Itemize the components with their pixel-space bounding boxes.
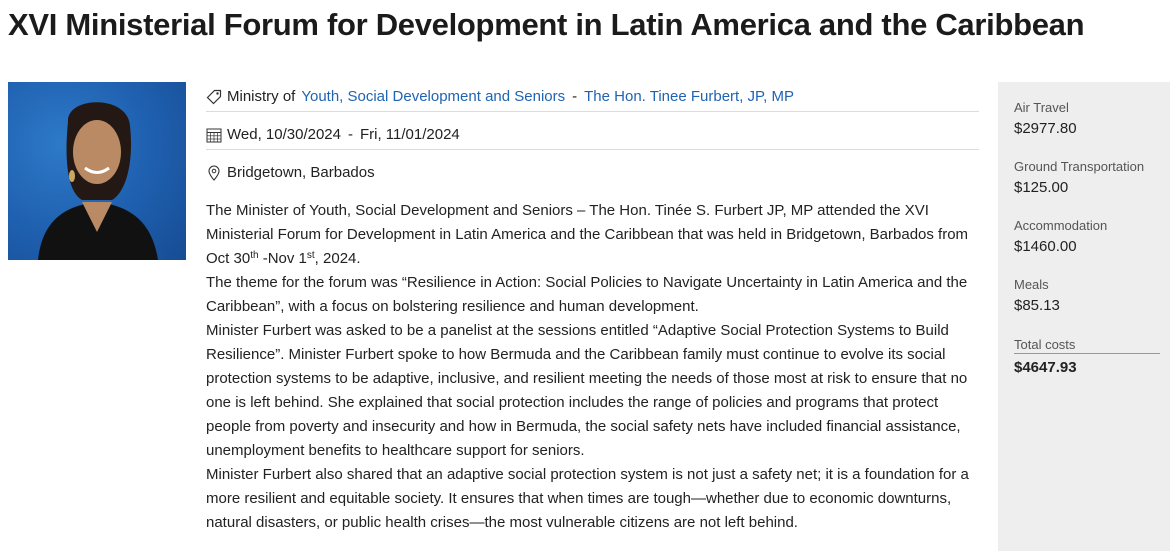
cost-value: $85.13 [1014,297,1060,314]
location-text: Bridgetown, Barbados [227,164,375,181]
cost-total [1014,337,1160,376]
ministry-separator: - [572,88,578,105]
event-meta [206,82,979,187]
minister-photo [8,82,186,260]
ordinal-suffix-st: st [306,250,315,261]
cost-ground-transportation [1014,159,1160,196]
cost-label: Ground Transportation [1014,159,1145,174]
ministry-prefix: Ministry of [227,88,296,105]
paragraph-3: Minister Furbert was asked to be a panelist at the sessions entitled “Adaptive Social Protection Systems to Build Resilience”. Minister Furbert spoke to how Bermuda and the Caribbean family must continue to evolve its social protection systems to be adaptive, inclusive, and resilient meeting the needs of those most at risk to ensure that no one is left behind. She explained that social protection includes the range of policies and programs that protect people from poverty and insecurity and how in Bermuda, the social safety nets have included financial assistance, unemployment benefits to healthcare support for seniors. [206,322,968,459]
portrait-illustration [8,82,186,260]
location-pin-icon [206,165,222,181]
total-value: $4647.93 [1014,359,1077,376]
page-title: XVI Ministerial Forum for Development in Latin America and the Caribbean [8,7,1085,42]
cost-meals [1014,277,1160,314]
face-shape [73,120,121,184]
cost-value: $2977.80 [1014,120,1077,137]
article-body [206,199,982,535]
cost-label: Accommodation [1014,218,1108,233]
paragraph-1 [206,199,982,271]
cost-air-travel [1014,100,1160,137]
paragraph-2: The theme for the forum was “Resilience in Action: Social Policies to Navigate Uncertainty in Latin America and the Caribbean”, with a focus on bolstering resilience and human development. [206,274,968,315]
cost-label: Meals [1014,277,1049,292]
ministry-link[interactable]: Youth, Social Development and Seniors [301,88,566,105]
cost-label: Air Travel [1014,100,1069,115]
paragraph-1-text-a: The Minister of Youth, Social Development and Seniors – The Hon. Tinée S. Furbert JP, MP attended the XVI Ministerial Forum for Development in Latin America and the Caribbean that was held in Bridgetown, Barbados from Oct 30 [206,202,969,267]
total-label: Total costs [1014,337,1160,354]
cost-value: $1460.00 [1014,238,1077,255]
ministry-row [206,82,979,112]
paragraph-1-text-c: , 2024. [314,250,361,267]
location-row [206,158,979,187]
earring-shape [69,170,75,182]
costs-panel [998,82,1170,551]
tag-icon [206,89,222,105]
calendar-icon [206,127,222,143]
paragraph-1-text-b: -Nov 1 [258,250,307,267]
paragraph-4: Minister Furbert also shared that an adaptive social protection system is not just a safety net; it is a foundation for a more resilient and equitable society. It ensures that when times are tough—whether due to economic downturns, natural disasters, or public health crises—the most vulnerable citizens are not left behind. [206,466,969,531]
date-start: Wed, 10/30/2024 [227,126,341,143]
date-end: Fri, 11/01/2024 [359,126,460,143]
date-row [206,120,979,150]
cost-accommodation [1014,218,1160,255]
date-separator: - [347,126,353,143]
ordinal-suffix-th: th [250,250,259,261]
minister-link[interactable]: The Hon. Tinee Furbert, JP, MP [584,88,794,105]
cost-value: $125.00 [1014,179,1069,196]
